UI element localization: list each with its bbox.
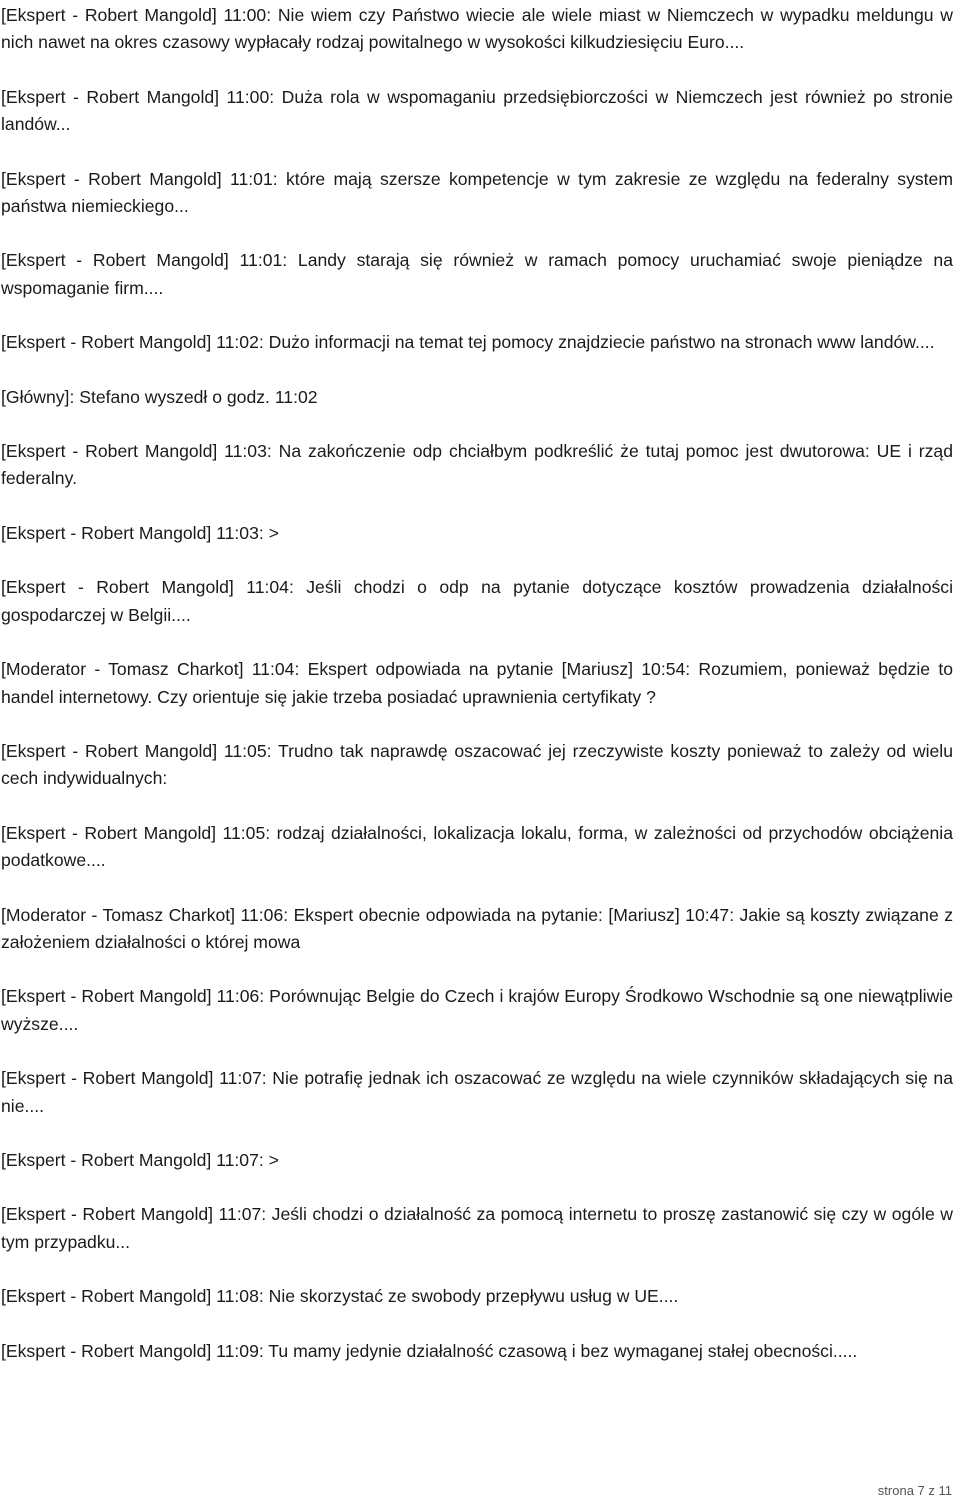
chat-message: [Ekspert - Robert Mangold] 11:07: >: [1, 1149, 279, 1170]
chat-message: [Ekspert - Robert Mangold] 11:02: Dużo informacji na temat tej pomocy znajdziecie państwo na stronach www landów....: [1, 332, 935, 353]
chat-message: [Ekspert - Robert Mangold] 11:04: Jeśli chodzi o odp na pytanie dotyczące kosztów prowadzenia działalności gospodarczej w Belgii....: [1, 577, 953, 625]
page-number: strona 7 z 11: [877, 1483, 952, 1498]
chat-message: [Ekspert - Robert Mangold] 11:05: Trudno tak naprawdę oszacować jej rzeczywiste koszty ponieważ to zależy od wielu cech indywidualnych:: [1, 740, 953, 789]
chat-message: [Ekspert - Robert Mangold] 11:06: Porównując Belgie do Czech i krajów Europy Środkowo Wschodnie są one niewątpliwie wyższe....: [1, 986, 953, 1034]
chat-message: [Ekspert - Robert Mangold] 11:09: Tu mamy jedynie działalność czasową i bez wymaganej stałej obecności.....: [1, 1340, 858, 1361]
chat-message: [Ekspert - Robert Mangold] 11:07: Nie potrafię jednak ich oszacować ze względu na wiele czynników składających się na nie....: [1, 1068, 953, 1116]
chat-message: [Ekspert - Robert Mangold] 11:00: Duża rola w wspomaganiu przedsiębiorczości w Niemczech jest również po stronie landów...: [1, 86, 953, 135]
chat-message: [Ekspert - Robert Mangold] 11:07: Jeśli chodzi o działalność za pomocą internetu to proszę zastanowić się czy w ogóle w tym przypadku...: [1, 1204, 953, 1252]
chat-transcript: [1, 2, 953, 1392]
chat-message: [Główny]: Stefano wyszedł o godz. 11:02: [1, 386, 318, 407]
chat-message: [Ekspert - Robert Mangold] 11:03: Na zakończenie odp chciałbym podkreślić że tutaj pomoc jest dwutorowa: UE i rząd federalny.: [1, 441, 953, 489]
chat-message: [Ekspert - Robert Mangold] 11:03: >: [1, 522, 279, 543]
chat-message: [Ekspert - Robert Mangold] 11:05: rodzaj działalności, lokalizacja lokalu, forma, w zależności od przychodów obciążenia podatkowe....: [1, 822, 953, 871]
chat-message: [Ekspert - Robert Mangold] 11:00: Nie wiem czy Państwo wiecie ale wiele miast w Niemczech w wypadku meldungu w nich nawet na okres czasowy wypłacały rodzaj powitalnego w wysokości kilkudziesięciu Euro....: [1, 5, 953, 53]
chat-message: [Ekspert - Robert Mangold] 11:01: które mają szersze kompetencje w tym zakresie ze względu na federalny system państwa niemieckiego...: [1, 168, 953, 217]
chat-message: [Moderator - Tomasz Charkot] 11:06: Ekspert obecnie odpowiada na pytanie: [Mariusz] 10:47: Jakie są koszty związane z założeniem działalności o której mowa: [1, 904, 953, 952]
chat-message: [Ekspert - Robert Mangold] 11:08: Nie skorzystać ze swobody przepływu usług w UE....: [1, 1286, 679, 1307]
chat-message: [Moderator - Tomasz Charkot] 11:04: Ekspert odpowiada na pytanie [Mariusz] 10:54: Rozumiem, ponieważ będzie to handel internetowy. Czy orientuje się jakie trzeba posiadać uprawnienia certyfikaty ?: [1, 659, 953, 707]
chat-message: [Ekspert - Robert Mangold] 11:01: Landy starają się również w ramach pomocy uruchamiać swoje pieniądze na wspomaganie firm....: [1, 250, 953, 298]
